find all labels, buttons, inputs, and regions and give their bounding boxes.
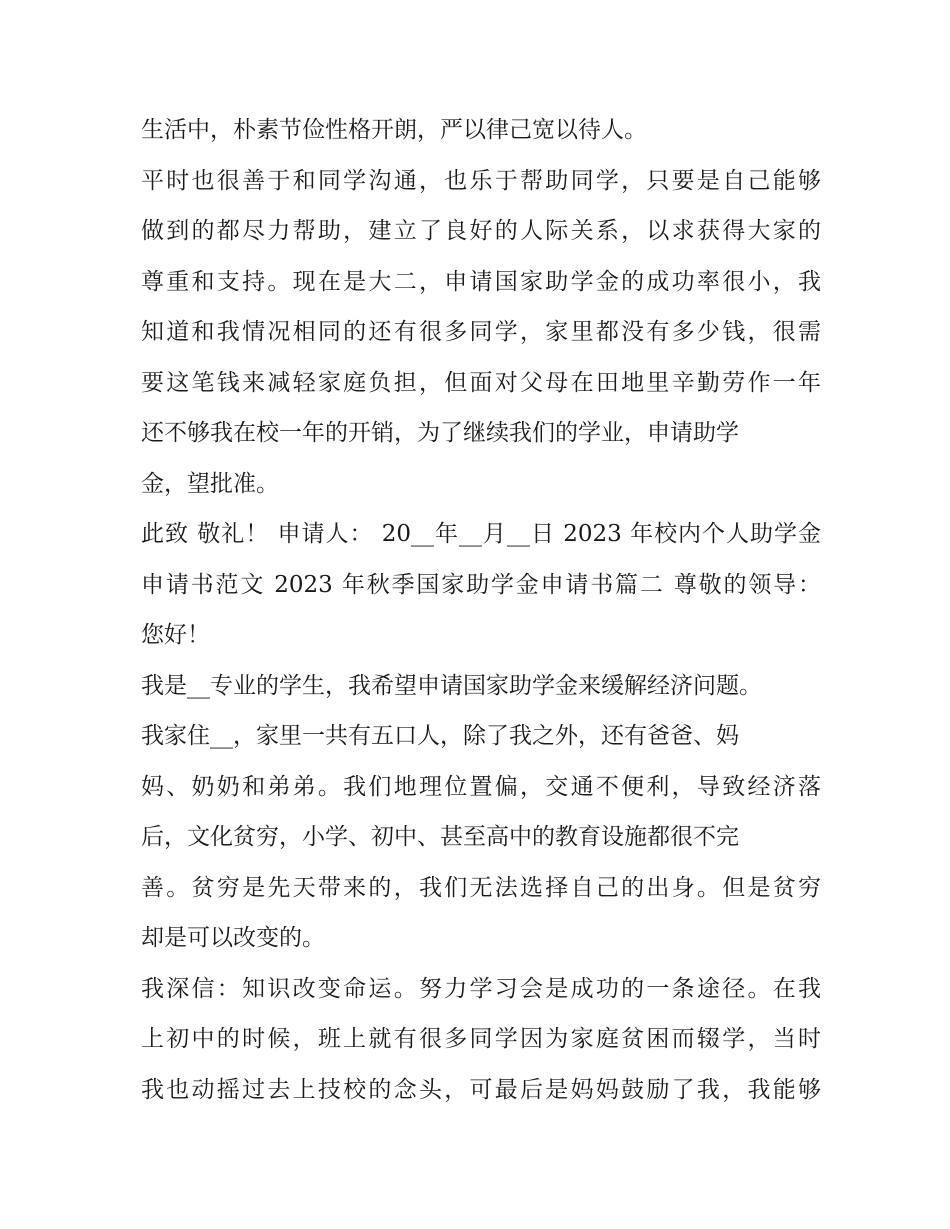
text-line: 上初中的时候，班上就有很多同学因为家庭贫困而辍学，当时 [141, 1026, 821, 1052]
text-line: 后，文化贫穷，小学、初中、甚至高中的教育设施都很不完 [141, 824, 739, 850]
text-line: 还不够我在校一年的开销，为了继续我们的学业，申请助学 [141, 420, 739, 446]
text-line: 我家住__，家里一共有五口人，除了我之外，还有爸爸、妈 [141, 723, 739, 749]
text-line: 妈、奶奶和弟弟。我们地理位置偏，交通不便利，导致经济落 [141, 773, 821, 800]
text-line: 我是__专业的学生，我希望申请国家助学金来缓解经济问题。 [141, 672, 762, 699]
text-line: 金，望批准。 [141, 470, 279, 497]
text-line: 申请书范文 2023 年秋季国家助学金申请书篇二 尊敬的领导： [141, 571, 821, 598]
text-line: 平时也很善于和同学沟通，也乐于帮助同学，只要是自己能够 [141, 167, 821, 194]
text-line: 却是可以改变的。 [141, 925, 325, 951]
text-line: 此致 敬礼！ 申请人： 20__年__月__日 2023 年校内个人助学金 [141, 521, 821, 547]
text-line: 我深信：知识改变命运。努力学习会是成功的一条途径。在我 [141, 975, 821, 1002]
text-line: 生活中，朴素节俭性格开朗，严以律己宽以待人。 [141, 117, 647, 143]
text-line: 做到的都尽力帮助，建立了良好的人际关系，以求获得大家的 [141, 218, 821, 244]
text-line: 您好！ [141, 622, 210, 648]
text-line: 要这笔钱来减轻家庭负担，但面对父母在田地里辛勤劳作一年 [141, 369, 821, 396]
text-line: 知道和我情况相同的还有很多同学，家里都没有多少钱，很需 [141, 319, 821, 345]
text-line: 善。贫穷是先天带来的，我们无法选择自己的出身。但是贫穷 [141, 874, 821, 901]
document-body [141, 105, 821, 1115]
text-line: 我也动摇过去上技校的念头，可最后是妈妈鼓励了我，我能够 [141, 1076, 821, 1103]
text-line: 尊重和支持。现在是大二，申请国家助学金的成功率很小，我 [141, 268, 821, 295]
